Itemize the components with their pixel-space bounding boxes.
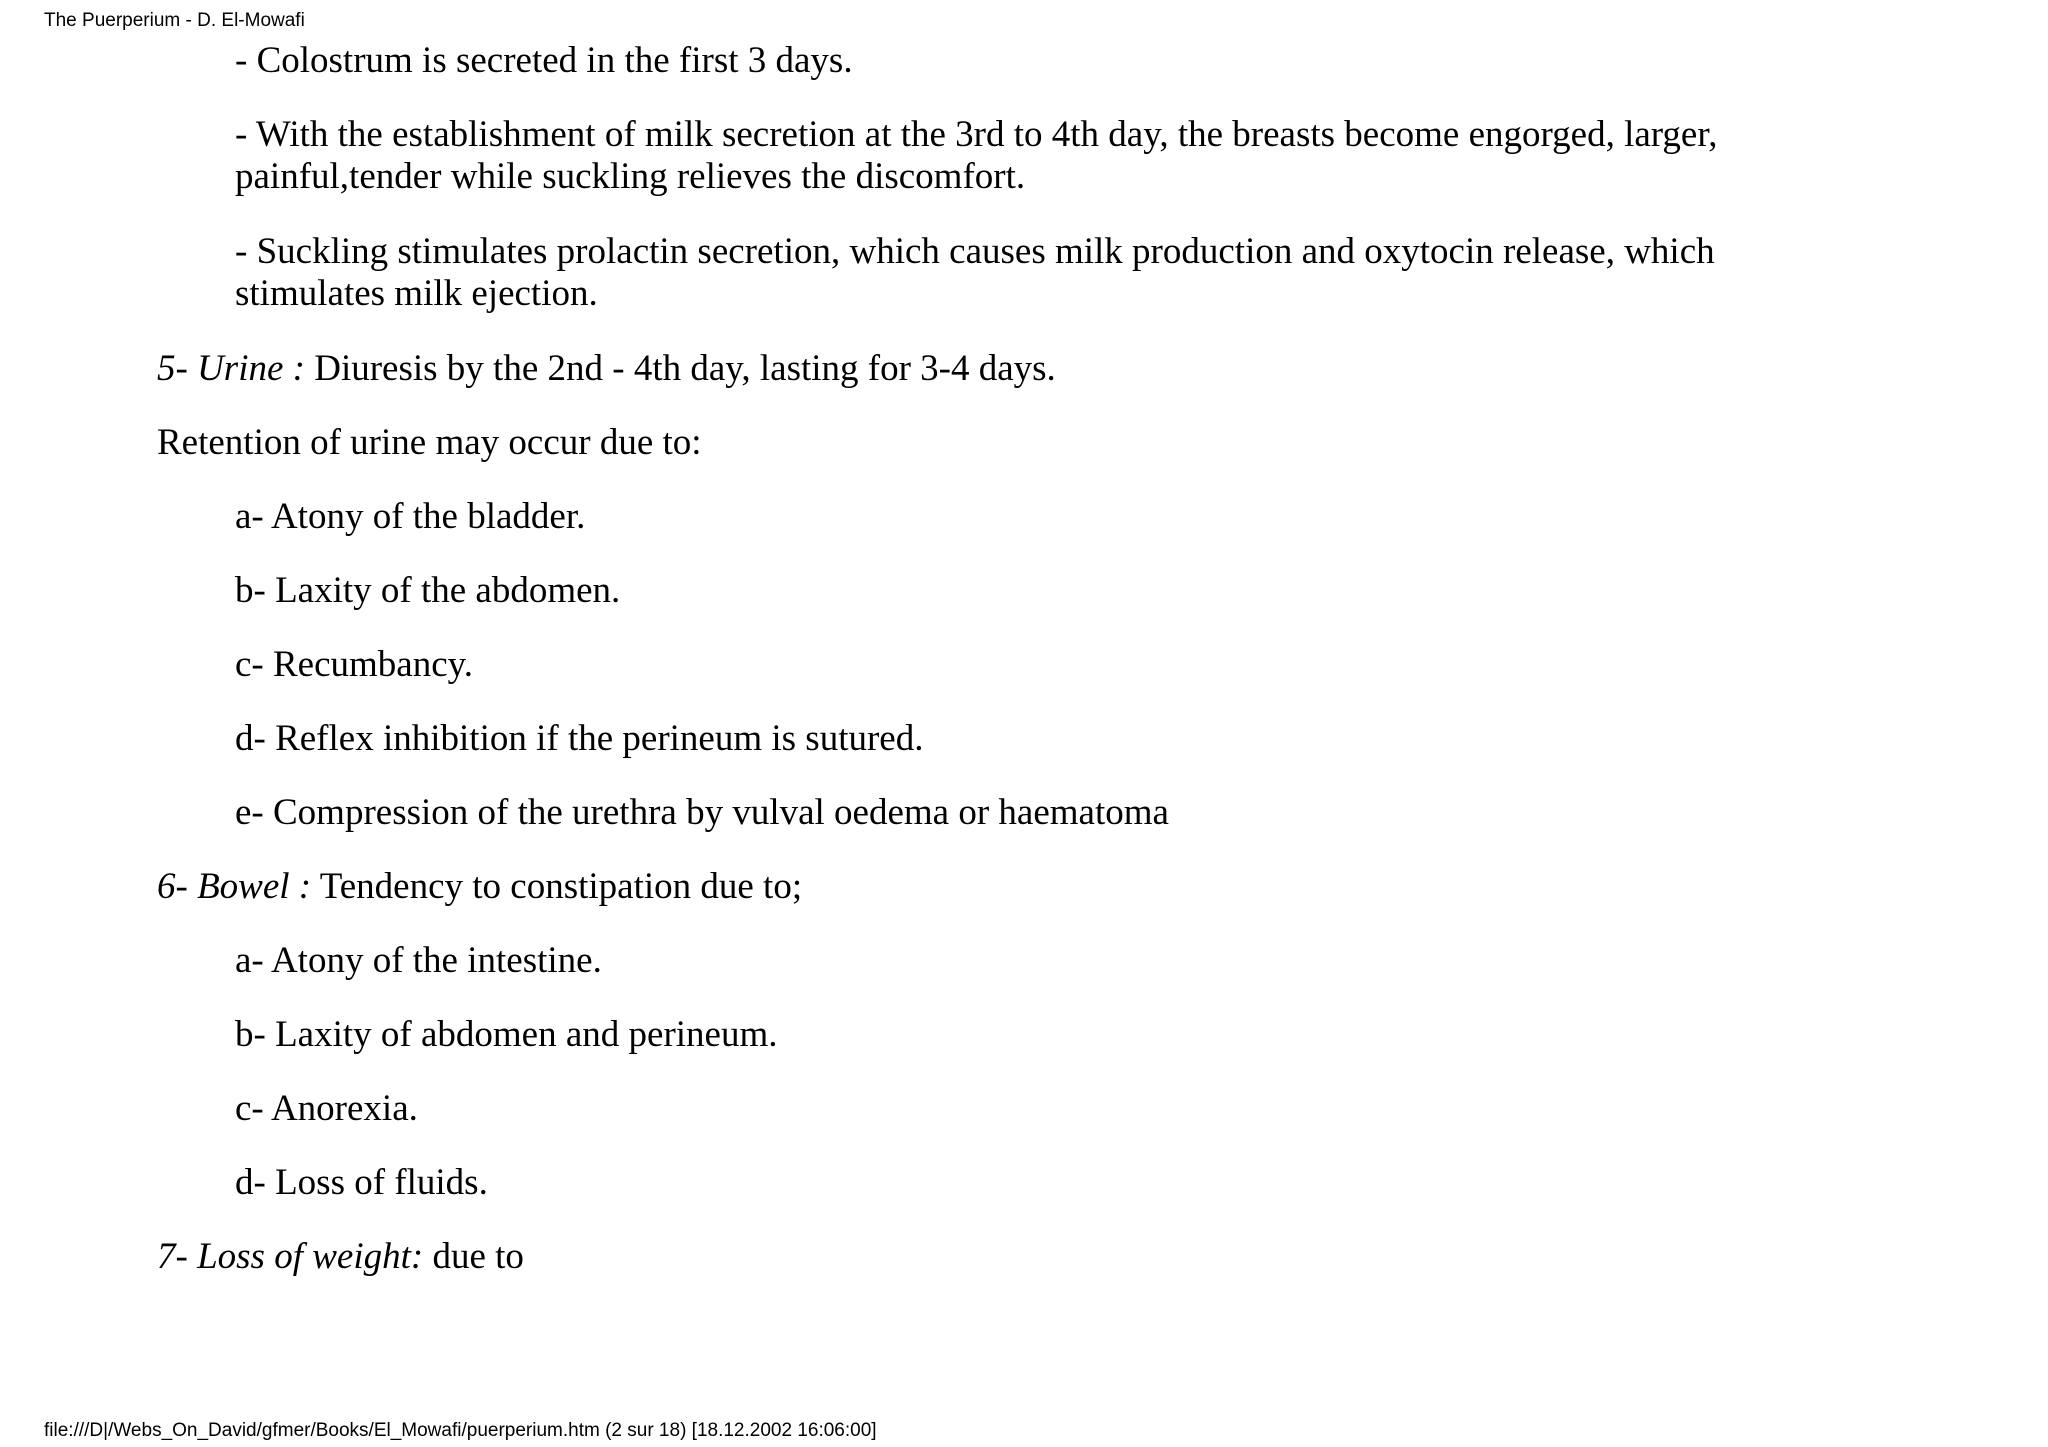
retention-item-d: d- Reflex inhibition if the perineum is sutured. xyxy=(235,718,924,759)
breast-item-colostrum: - Colostrum is secreted in the first 3 days. xyxy=(235,40,853,81)
section-bowel-text: Tendency to constipation due to; xyxy=(311,866,803,907)
section-weight-label: 7- Loss of weight: xyxy=(157,1236,424,1277)
breast-item-suckling: - Suckling stimulates prolactin secretion, which causes milk production and oxytocin release, which stimulates milk ejection. xyxy=(235,231,1715,314)
retention-intro: Retention of urine may occur due to: xyxy=(157,422,702,463)
section-bowel xyxy=(157,866,802,908)
page-header-title: The Puerperium - D. El-Mowafi xyxy=(44,10,305,31)
retention-item-c: c- Recumbancy. xyxy=(235,644,473,685)
section-bowel-label: 6- Bowel : xyxy=(157,866,312,907)
bowel-item-b: b- Laxity of abdomen and perineum. xyxy=(235,1014,778,1055)
section-urine-label: 5- Urine : xyxy=(157,348,305,389)
retention-item-a: a- Atony of the bladder. xyxy=(235,496,586,537)
section-weight-text: due to xyxy=(423,1236,524,1277)
bowel-item-d: d- Loss of fluids. xyxy=(235,1162,488,1203)
section-urine xyxy=(157,348,1056,390)
page-footer-path: file:///D|/Webs_On_David/gfmer/Books/El_Mowafi/puerperium.htm (2 sur 18) [18.12.2002 16:06:00] xyxy=(44,1420,877,1441)
section-weight xyxy=(157,1236,524,1278)
bowel-item-c: c- Anorexia. xyxy=(235,1088,418,1129)
bowel-item-a: a- Atony of the intestine. xyxy=(235,940,602,981)
breast-item-engorgement: - With the establishment of milk secretion at the 3rd to 4th day, the breasts become engorged, larger, painful,tender while suckling relieves the discomfort. xyxy=(235,114,1718,197)
section-urine-text: Diuresis by the 2nd - 4th day, lasting for 3-4 days. xyxy=(304,348,1056,389)
retention-item-b: b- Laxity of the abdomen. xyxy=(235,570,621,611)
retention-item-e: e- Compression of the urethra by vulval oedema or haematoma xyxy=(235,792,1169,833)
